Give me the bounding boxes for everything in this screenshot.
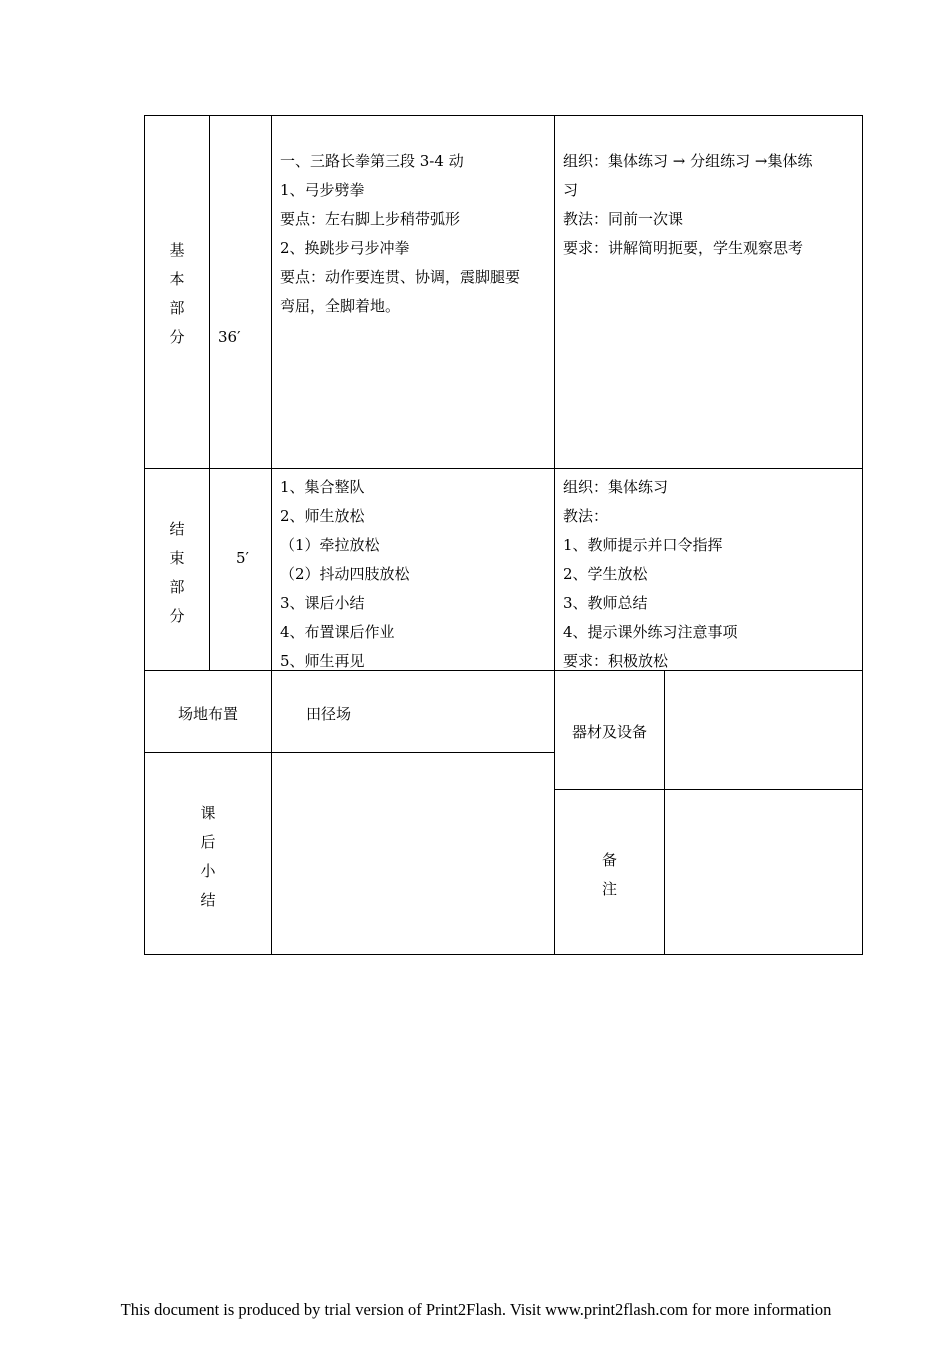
content-line: 5、师生再见 [280, 652, 365, 670]
ending-section-method [563, 473, 860, 676]
ending-label-char: 部 [169, 578, 185, 596]
method-line: 要求：讲解简明扼要，学生观察思考 [563, 239, 804, 257]
ending-section-label [145, 515, 209, 631]
content-line: 一、三路长拳第三段 3-4 动 [280, 152, 464, 170]
content-line: 4、布置课后作业 [280, 623, 395, 641]
equipment-label: 器材及设备 [571, 723, 647, 741]
ending-label-char: 结 [169, 520, 185, 538]
method-line: 2、学生放松 [563, 565, 648, 583]
table-line-col3 [554, 115, 555, 955]
table-line-top [144, 115, 863, 116]
method-line: 习 [563, 181, 579, 199]
basic-label-char: 本 [169, 270, 185, 288]
basic-label-char: 部 [169, 299, 185, 317]
basic-label-char: 基 [169, 241, 185, 259]
table-line-equipment-bottom [554, 789, 863, 790]
venue-value: 田径场 [306, 705, 352, 723]
content-line: （1）牵拉放松 [280, 536, 380, 554]
remarks-label-char: 备 [601, 851, 617, 869]
basic-section-method [563, 147, 860, 263]
remarks-label-char: 注 [601, 880, 617, 898]
table-line-venue-bottom [144, 752, 555, 753]
summary-label-char: 结 [200, 891, 216, 909]
method-line: 教法：同前一次课 [563, 210, 684, 228]
method-line: 组织：集体练习 → 分组练习 →集体练 [563, 152, 813, 170]
ending-section-content [280, 473, 552, 676]
table-line-bottom [144, 954, 863, 955]
table-line-col4 [664, 670, 665, 955]
trial-footer-notice: This document is produced by trial version of Print2Flash. Visit www.print2flash.com for more information [120, 1300, 832, 1319]
content-line: 1、集合整队 [280, 478, 365, 496]
method-line: 4、提示课外练习注意事项 [563, 623, 738, 641]
content-line: 要点：动作要连贯、协调，震脚腿要 [280, 268, 521, 286]
ending-label-char: 束 [169, 549, 185, 567]
table-line-right [862, 115, 863, 955]
method-line: 要求：积极放松 [563, 652, 669, 670]
content-line: 2、换跳步弓步冲拳 [280, 239, 410, 257]
content-line: 2、师生放松 [280, 507, 365, 525]
table-line-col1 [209, 115, 210, 671]
ending-label-char: 分 [169, 607, 185, 625]
basic-section-label [145, 236, 209, 352]
method-line: 教法： [563, 507, 609, 525]
venue-label: 场地布置 [177, 705, 238, 723]
summary-label-char: 课 [200, 804, 216, 822]
summary-label-char: 后 [200, 833, 216, 851]
content-line: 1、弓步劈拳 [280, 181, 365, 199]
method-line: 组织：集体练习 [563, 478, 669, 496]
basic-label-char: 分 [169, 328, 185, 346]
ending-section-time: 5′ [236, 549, 249, 567]
summary-label [145, 799, 271, 915]
content-line: 要点：左右脚上步稍带弧形 [280, 210, 461, 228]
method-line: 3、教师总结 [563, 594, 648, 612]
content-line: （2）抖动四肢放松 [280, 565, 410, 583]
basic-section-time: 36′ [218, 328, 241, 346]
basic-section-content [280, 147, 552, 321]
remarks-label [555, 846, 664, 904]
table-line-col2 [271, 115, 272, 955]
content-line: 弯屈，全脚着地。 [280, 297, 401, 315]
summary-label-char: 小 [200, 862, 216, 880]
method-line: 1、教师提示并口令指挥 [563, 536, 723, 554]
table-line-basic-bottom [144, 468, 863, 469]
content-line: 3、课后小结 [280, 594, 365, 612]
